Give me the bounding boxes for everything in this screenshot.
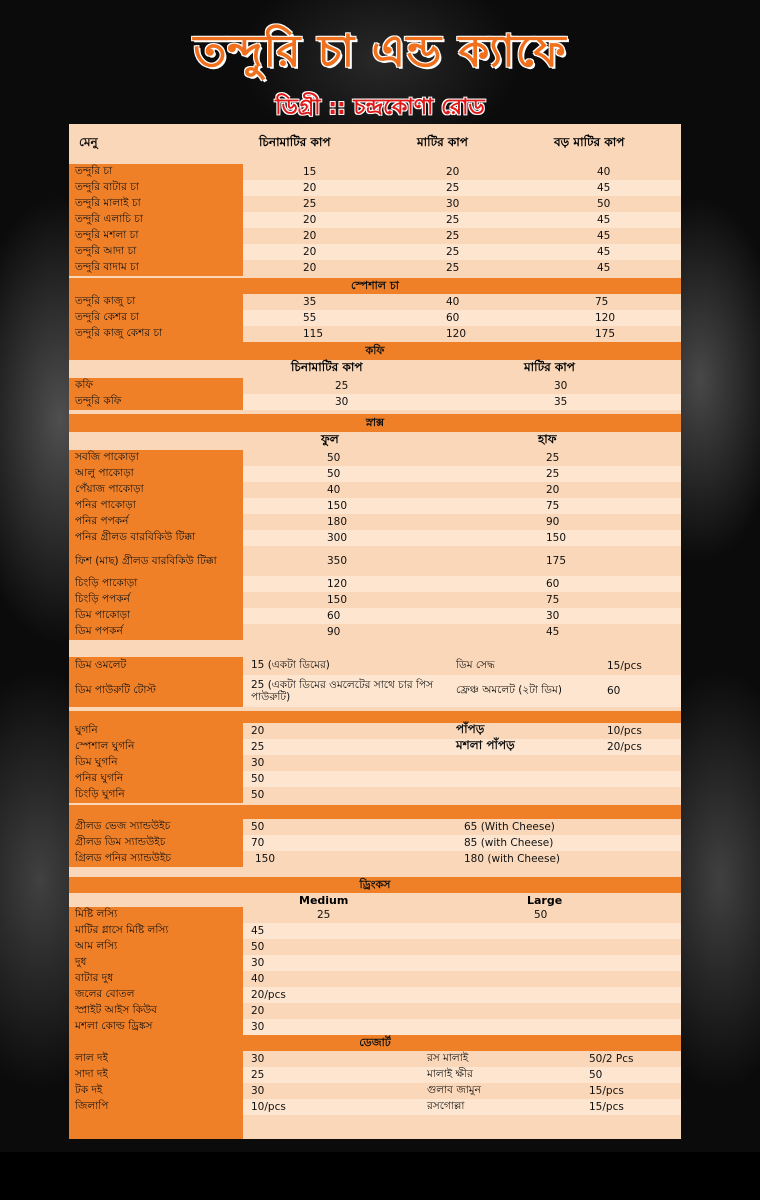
table-row bbox=[69, 514, 681, 530]
item-name: তন্দুরি কেশর চা bbox=[69, 310, 243, 326]
drinks-header bbox=[69, 893, 681, 907]
item-name: সবজি পাকোড়া bbox=[69, 450, 243, 466]
item-name-2: রস মালাই bbox=[427, 1051, 469, 1064]
table-row bbox=[69, 1099, 681, 1115]
price-china: 15 bbox=[303, 166, 317, 178]
price-full: 60 bbox=[327, 610, 341, 622]
table-row bbox=[69, 196, 681, 212]
item-price: 25 bbox=[251, 1069, 265, 1081]
table-row bbox=[69, 394, 681, 410]
table-row bbox=[69, 294, 681, 310]
item-name-2: মশলা পাঁপড় bbox=[456, 738, 515, 752]
item-price: 50 bbox=[251, 773, 265, 785]
item-name: পনির গ্রীলড বারবিকিউ টিক্কা bbox=[69, 530, 243, 546]
section-special-tea: স্পেশাল চা bbox=[69, 278, 681, 294]
item-name: টক দই bbox=[69, 1083, 243, 1099]
item-price: 20 bbox=[251, 1005, 265, 1017]
item-name: তন্দুরি কাজু চা bbox=[69, 294, 243, 310]
price-half: 75 bbox=[546, 500, 560, 512]
drinks-header-large: Large bbox=[527, 893, 563, 907]
table-row bbox=[69, 530, 681, 546]
header-big-clay-cup: বড় মাটির কাপ bbox=[554, 135, 625, 149]
table-row bbox=[69, 498, 681, 514]
price-full: 150 bbox=[327, 594, 348, 606]
table-row bbox=[69, 180, 681, 196]
price-china: 115 bbox=[303, 328, 324, 340]
price-half: 30 bbox=[546, 610, 560, 622]
item-name: স্প্রাইট আইস কিউব bbox=[69, 1003, 243, 1019]
item-name: গ্রিলড পনির স্যান্ডউইচ bbox=[69, 851, 243, 867]
price-china: 25 bbox=[303, 198, 317, 210]
table-row bbox=[69, 482, 681, 498]
table-row bbox=[69, 819, 681, 835]
item-name-2: মালাই ক্ষীর bbox=[427, 1067, 473, 1080]
section-dessert: ডেজার্ট bbox=[69, 1035, 681, 1051]
price-china: 25 bbox=[335, 380, 349, 392]
table-row bbox=[69, 164, 681, 180]
item-name: মিষ্টি লস্যি bbox=[69, 907, 243, 923]
table-row bbox=[69, 592, 681, 608]
menu-header bbox=[69, 124, 681, 164]
table-row bbox=[69, 675, 681, 707]
item-name: ডিম পপকর্ন bbox=[69, 624, 243, 640]
item-price: 20 bbox=[251, 725, 265, 737]
table-row bbox=[69, 939, 681, 955]
price-clay: 30 bbox=[446, 198, 460, 210]
price-china: 20 bbox=[303, 182, 317, 194]
table-row bbox=[69, 787, 681, 803]
item-name: তন্দুরি কাজু কেশর চা bbox=[69, 326, 243, 342]
item-name: ডিম পাউরুটি টোস্ট bbox=[69, 675, 243, 707]
price-big-clay: 50 bbox=[597, 198, 611, 210]
table-row bbox=[69, 755, 681, 771]
table-row bbox=[69, 1003, 681, 1019]
price-china: 20 bbox=[303, 230, 317, 242]
item-name: কফি bbox=[69, 378, 243, 394]
item-name: জিলাপি bbox=[69, 1099, 243, 1115]
drinks-header-medium: Medium bbox=[299, 893, 349, 907]
price-full: 120 bbox=[327, 578, 348, 590]
coffee-header-blank bbox=[69, 360, 243, 378]
item-name: তন্দুরি এলাচি চা bbox=[69, 212, 243, 228]
price-big-clay: 45 bbox=[597, 246, 611, 258]
header-clay-cup: মাটির কাপ bbox=[417, 135, 468, 149]
item-name: পনির পপকর্ন bbox=[69, 514, 243, 530]
price-half: 90 bbox=[546, 516, 560, 528]
price-full: 180 bbox=[327, 516, 348, 528]
price-half: 25 bbox=[546, 468, 560, 480]
item-name: চিংড়ি পপকর্ন bbox=[69, 592, 243, 608]
item-price: 45 bbox=[251, 925, 265, 937]
item-name: ডিম ঘুগনি bbox=[69, 755, 243, 771]
section-drinks: ড্রিংকস bbox=[69, 877, 681, 893]
divider-bar bbox=[69, 711, 681, 723]
table-row bbox=[69, 723, 681, 739]
price-half: 25 bbox=[546, 452, 560, 464]
price-china: 35 bbox=[303, 296, 317, 308]
price-full: 350 bbox=[327, 555, 348, 567]
item-price-2: 20/pcs bbox=[607, 741, 642, 753]
divider-bar bbox=[69, 805, 681, 819]
item-price-2: 15/pcs bbox=[589, 1101, 624, 1113]
item-name: দুধ bbox=[69, 955, 243, 971]
table-row bbox=[69, 608, 681, 624]
table-row bbox=[69, 326, 681, 342]
item-name-2: গুলাব জামুন bbox=[427, 1083, 481, 1096]
price-clay: 40 bbox=[446, 296, 460, 308]
item-price: 10/pcs bbox=[251, 1101, 286, 1113]
price-half: 150 bbox=[546, 532, 567, 544]
price-half: 75 bbox=[546, 594, 560, 606]
table-row bbox=[69, 739, 681, 755]
item-price: 30 bbox=[251, 757, 265, 769]
left-column-filler bbox=[69, 1115, 243, 1139]
item-price: 50 bbox=[251, 789, 265, 801]
item-name-2: রসগোল্লা bbox=[427, 1099, 465, 1112]
price-half: 45 bbox=[546, 626, 560, 638]
price-plain: 70 bbox=[251, 837, 265, 849]
item-name: বাটার দুধ bbox=[69, 971, 243, 987]
price-cheese: 65 (With Cheese) bbox=[464, 821, 555, 833]
bottom-band bbox=[0, 1152, 760, 1200]
price-big-clay: 75 bbox=[595, 296, 609, 308]
table-row bbox=[69, 576, 681, 592]
item-name: চিংড়ি পাকোড়া bbox=[69, 576, 243, 592]
table-row bbox=[69, 955, 681, 971]
price-full: 40 bbox=[327, 484, 341, 496]
section-snacks: স্নাক্স bbox=[69, 414, 681, 432]
item-price: 30 bbox=[251, 1053, 265, 1065]
item-name: আম লস্যি bbox=[69, 939, 243, 955]
price-cheese: 180 (with Cheese) bbox=[464, 853, 561, 865]
item-name: পনির ঘুগনি bbox=[69, 771, 243, 787]
item-name: তন্দুরি মালাই চা bbox=[69, 196, 243, 212]
table-row bbox=[69, 907, 681, 923]
table-row bbox=[69, 228, 681, 244]
item-name: পেঁয়াজ পাকোড়া bbox=[69, 482, 243, 498]
item-name: জলের বোতল bbox=[69, 987, 243, 1003]
snacks-header-blank bbox=[69, 432, 243, 450]
cafe-subtitle: ডিগ্রী :: চন্দ্রকোণা রোড bbox=[275, 95, 485, 120]
drinks-header-blank bbox=[69, 893, 243, 907]
item-price: 30 bbox=[251, 1021, 265, 1033]
coffee-header-china: চিনামাটির কাপ bbox=[291, 360, 363, 374]
cafe-title: তন্দুরি চা এন্ড ক্যাফে bbox=[193, 26, 567, 77]
table-row bbox=[69, 987, 681, 1003]
table-row bbox=[69, 624, 681, 640]
price-plain: 50 bbox=[251, 821, 265, 833]
price-half: 20 bbox=[546, 484, 560, 496]
price-clay: 25 bbox=[446, 182, 460, 194]
item-name: পনির পাকোড়া bbox=[69, 498, 243, 514]
table-row bbox=[69, 1051, 681, 1067]
item-name: স্পেশাল ঘুগনি bbox=[69, 739, 243, 755]
price-clay: 60 bbox=[446, 312, 460, 324]
table-row bbox=[69, 1083, 681, 1099]
item-name: তন্দুরি আদা চা bbox=[69, 244, 243, 260]
price-china: 55 bbox=[303, 312, 317, 324]
item-name: তন্দুরি চা bbox=[69, 164, 243, 180]
price-big-clay: 45 bbox=[597, 230, 611, 242]
price-full: 300 bbox=[327, 532, 348, 544]
table-row bbox=[69, 260, 681, 276]
item-price: 20/pcs bbox=[251, 989, 286, 1001]
item-name: তন্দুরি কফি bbox=[69, 394, 243, 410]
table-row bbox=[69, 771, 681, 787]
item-name: ডিম ওমলেট bbox=[69, 657, 243, 675]
item-name: গ্রীলড ডিম স্যান্ডউইচ bbox=[69, 835, 243, 851]
item-price-2: 60 bbox=[607, 685, 621, 697]
price-china: 30 bbox=[335, 396, 349, 408]
item-price: 25 (একটা ডিমের ওমলেটের সাথে চার পিস পাউরুটি) bbox=[251, 679, 434, 703]
table-row bbox=[69, 835, 681, 851]
price-half: 175 bbox=[546, 555, 567, 567]
table-row bbox=[69, 310, 681, 326]
item-name: চিংড়ি ঘুগনি bbox=[69, 787, 243, 803]
header-china-cup: চিনামাটির কাপ bbox=[259, 135, 331, 149]
price-china: 20 bbox=[303, 262, 317, 274]
item-name: ঘুগনি bbox=[69, 723, 243, 739]
item-price-2: 50/2 Pcs bbox=[589, 1053, 634, 1065]
item-name: সাদা দই bbox=[69, 1067, 243, 1083]
price-clay: 25 bbox=[446, 214, 460, 226]
price-full: 50 bbox=[327, 468, 341, 480]
price-clay: 120 bbox=[446, 328, 467, 340]
price-big-clay: 45 bbox=[597, 262, 611, 274]
item-price: 30 bbox=[251, 1085, 265, 1097]
item-price: 25 bbox=[251, 741, 265, 753]
item-price-2: 10/pcs bbox=[607, 725, 642, 737]
item-name: মশলা কোল্ড ড্রিঙ্কস bbox=[69, 1019, 243, 1035]
price-half: 60 bbox=[546, 578, 560, 590]
item-name: গ্রীলড ভেজ স্যান্ডউইচ bbox=[69, 819, 243, 835]
item-price: 40 bbox=[251, 973, 265, 985]
price-clay: 30 bbox=[554, 380, 568, 392]
snacks-header-half: হাফ bbox=[538, 432, 557, 446]
item-name-2: ডিম সেদ্ধ bbox=[456, 658, 495, 671]
snacks-header-full: ফুল bbox=[321, 432, 339, 446]
price-full: 150 bbox=[327, 500, 348, 512]
item-name: আলু পাকোড়া bbox=[69, 466, 243, 482]
price-clay: 25 bbox=[446, 230, 460, 242]
price-clay: 35 bbox=[554, 396, 568, 408]
item-name: লাল দই bbox=[69, 1051, 243, 1067]
table-row bbox=[69, 244, 681, 260]
table-row bbox=[69, 851, 681, 867]
price-clay: 25 bbox=[446, 262, 460, 274]
item-name: মাটির গ্লাসে মিষ্টি লস্যি bbox=[69, 923, 243, 939]
table-row bbox=[69, 971, 681, 987]
item-name: ডিম পাকোড়া bbox=[69, 608, 243, 624]
table-row bbox=[69, 378, 681, 394]
price-china: 20 bbox=[303, 214, 317, 226]
price-full: 50 bbox=[327, 452, 341, 464]
table-row bbox=[69, 450, 681, 466]
menu-board bbox=[69, 124, 681, 1139]
price-cheese: 85 (with Cheese) bbox=[464, 837, 554, 849]
price-plain: 150 bbox=[255, 853, 276, 865]
price-big-clay: 45 bbox=[597, 182, 611, 194]
price-china: 20 bbox=[303, 246, 317, 258]
item-price-2: 15/pcs bbox=[607, 660, 642, 672]
price-big-clay: 40 bbox=[597, 166, 611, 178]
price-big-clay: 120 bbox=[595, 312, 616, 324]
price-medium: 25 bbox=[317, 909, 331, 921]
table-row bbox=[69, 923, 681, 939]
table-row bbox=[69, 546, 681, 576]
price-large: 50 bbox=[534, 909, 548, 921]
item-price: 50 bbox=[251, 941, 265, 953]
coffee-header-clay: মাটির কাপ bbox=[524, 360, 575, 374]
snacks-header bbox=[69, 432, 681, 450]
item-price: 15 (একটা ডিমের) bbox=[251, 658, 330, 671]
item-name: ফিশ (মাছ) গ্রীলড বারবিকিউ টিক্কা bbox=[69, 546, 243, 576]
item-name: তন্দুরি বাদাম চা bbox=[69, 260, 243, 276]
table-row bbox=[69, 657, 681, 675]
price-big-clay: 175 bbox=[595, 328, 616, 340]
section-coffee: কফি bbox=[69, 342, 681, 360]
price-clay: 25 bbox=[446, 246, 460, 258]
item-price-2: 50 bbox=[589, 1069, 603, 1081]
item-name-2: পাঁপড় bbox=[456, 722, 485, 736]
table-row bbox=[69, 1067, 681, 1083]
price-full: 90 bbox=[327, 626, 341, 638]
price-clay: 20 bbox=[446, 166, 460, 178]
item-price-2: 15/pcs bbox=[589, 1085, 624, 1097]
table-row bbox=[69, 212, 681, 228]
header-menu: মেনু bbox=[69, 124, 243, 164]
item-name: তন্দুরি বাটার চা bbox=[69, 180, 243, 196]
price-big-clay: 45 bbox=[597, 214, 611, 226]
coffee-header bbox=[69, 360, 681, 378]
item-price: 30 bbox=[251, 957, 265, 969]
table-row bbox=[69, 466, 681, 482]
item-name-2: ফ্রেঞ্চ অমলেট (২টা ডিম) bbox=[456, 683, 562, 696]
item-name: তন্দুরি মশলা চা bbox=[69, 228, 243, 244]
